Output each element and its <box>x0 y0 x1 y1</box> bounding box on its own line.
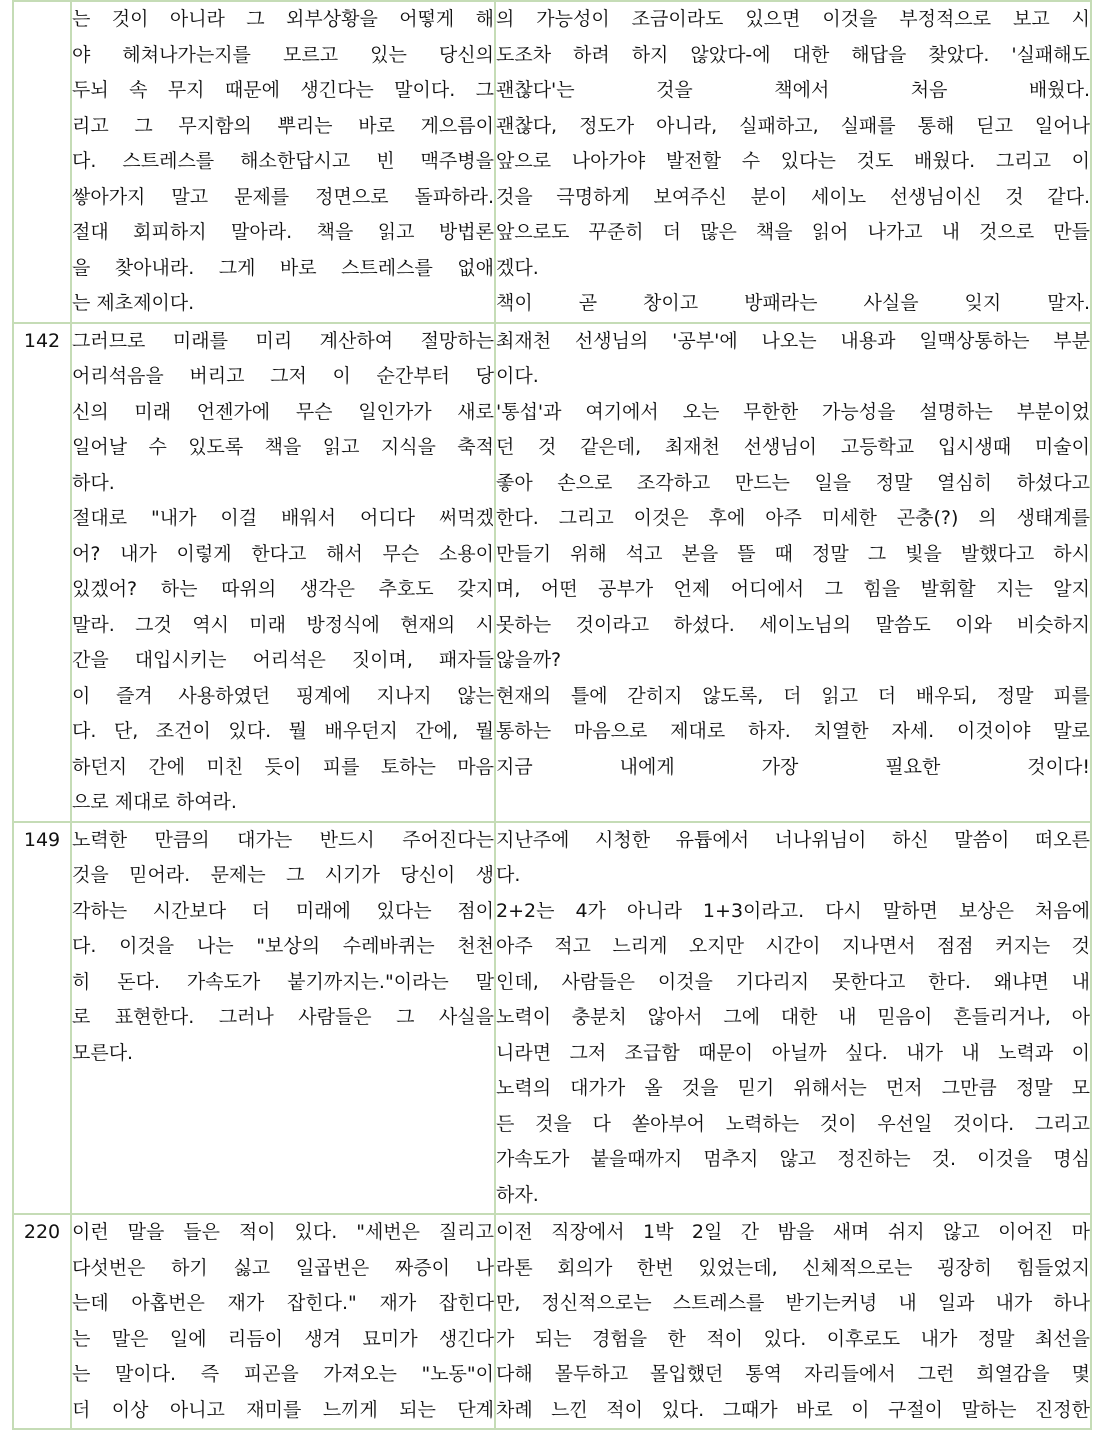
quote-line: 것을 믿어라. 문제는 그 시기가 당신이 생 <box>72 864 494 886</box>
reflection-line: '통섭'과 여기에서 오는 무한한 가능성을 설명하는 부분이었 <box>496 400 1090 423</box>
reflection-cell <box>495 1 1091 323</box>
reflection-cell <box>495 323 1091 822</box>
reflection-line: 든 것을 다 쏟아부어 노력하는 것이 우선일 것이다. 그리고 <box>496 1112 1090 1135</box>
quote-line: 하다. <box>72 471 115 494</box>
reflection-line: 것을 극명하게 보여주신 분이 세이노 선생님이신 것 같다. <box>496 185 1090 208</box>
quote-cell <box>71 1 495 323</box>
reflection-line: 앞으로 나아가야 발전할 수 있다는 것도 배웠다. 그리고 이 <box>496 150 1090 172</box>
reflection-line: 도조차 하려 하지 않았다-에 대한 해답을 찾았다. '실패해도 <box>496 43 1090 66</box>
quote-line: 이 즐겨 사용하였던 핑계에 지나지 않는 <box>72 684 494 707</box>
quote-line: 리고 그 무지함의 뿌리는 바로 게으름이 <box>72 114 494 137</box>
reflection-line: 괜찮다'는 것을 책에서 처음 배웠다. <box>496 79 1090 101</box>
reflection-line: 2+2는 4가 아니라 1+3이라고. 다시 말하면 보상은 처음에 <box>496 899 1090 922</box>
quote-line: 으로 제대로 하여라. <box>72 791 237 813</box>
quote-line: 이런 말을 들은 적이 있다. "세번은 질리고 <box>72 1221 494 1243</box>
reflection-line: 않을까? <box>496 649 562 671</box>
quote-line: 야 헤쳐나가는지를 모르고 있는 당신의 <box>72 43 494 66</box>
reflection-line: 만, 정신적으로는 스트레스를 받기는커녕 내 일과 내가 하나 <box>496 1292 1090 1314</box>
quote-line: 말라. 그것 역시 미래 방정식에 현재의 시 <box>72 613 494 636</box>
reflection-line: 지난주에 시청한 유튭에서 너나위님이 하신 말씀이 떠오른 <box>496 828 1090 851</box>
quote-line: 는데 아홉번은 재가 잡힌다." 재가 잡힌다 <box>72 1292 494 1314</box>
quote-cell <box>71 323 495 822</box>
table-row <box>13 1214 1091 1429</box>
table-row <box>13 1 1091 323</box>
reflection-line: 통하는 마음으로 제대로 하자. 치열한 자세. 이것이야 말로 <box>496 720 1090 742</box>
reflection-line: 가 되는 경험을 한 적이 있다. 이후로도 내가 정말 최선을 <box>496 1327 1090 1350</box>
reflection-line: 앞으로도 꾸준히 더 많은 책을 읽어 나가고 내 것으로 만들 <box>496 221 1090 243</box>
quote-line: 모른다. <box>72 1041 134 1064</box>
reflection-line: 노력이 충분치 않아서 그에 대한 내 믿음이 흔들리거나, 아 <box>496 1006 1090 1028</box>
book-notes-table <box>12 0 1092 1430</box>
quote-line: 간을 대입시키는 어리석은 짓이며, 패자들 <box>72 649 494 671</box>
quote-cell <box>71 822 495 1215</box>
quote-line: 어? 내가 이렇게 한다고 해서 무슨 소용이 <box>72 542 494 565</box>
table-row <box>13 323 1091 822</box>
reflection-line: 라톤 회의가 한번 있었는데, 신체적으로는 굉장히 힘들었지 <box>496 1256 1090 1279</box>
page-number-cell: 220 <box>13 1214 71 1429</box>
quote-line: 하던지 간에 미친 듯이 피를 토하는 마음 <box>72 755 494 778</box>
quote-line: 는 말이다. 즉 피곤을 가져오는 "노동"이 <box>72 1363 494 1385</box>
reflection-line: 좋아 손으로 조각하고 만드는 일을 정말 열심히 하셨다고 <box>496 471 1090 494</box>
table-row <box>13 822 1091 1215</box>
reflection-line: 다해 몰두하고 몰입했던 통역 자리들에서 그런 희열감을 몇 <box>496 1363 1090 1385</box>
reflection-line: 아주 적고 느리게 오지만 시간이 지나면서 점점 커지는 것 <box>496 935 1090 957</box>
reflection-line: 겠다. <box>496 256 539 279</box>
quote-line: 어리석음을 버리고 그저 이 순간부터 당 <box>72 365 494 387</box>
quote-line: 다섯번은 하기 싫고 일곱번은 짜증이 나 <box>72 1256 494 1279</box>
page-number-cell: 149 <box>13 822 71 1215</box>
reflection-line: 이전 직장에서 1박 2일 간 밤을 새며 쉬지 않고 이어진 마 <box>496 1221 1090 1243</box>
reflection-line: 다. <box>496 864 521 886</box>
quote-line: 다. 이것을 나는 "보상의 수레바퀴는 천천 <box>72 935 494 957</box>
table-body <box>13 1 1091 1429</box>
reflection-line: 인데, 사람들은 이것을 기다리지 못한다고 한다. 왜냐면 내 <box>496 970 1090 993</box>
reflection-line: 하자. <box>496 1183 539 1206</box>
reflection-line: 현재의 틀에 갇히지 않도록, 더 읽고 더 배우되, 정말 피를 <box>496 684 1090 707</box>
quote-line: 는 것이 아니라 그 외부상황을 어떻게 해 <box>72 8 494 30</box>
quote-line: 각하는 시간보다 더 미래에 있다는 점이 <box>72 899 494 922</box>
page-number-cell: 142 <box>13 323 71 822</box>
quote-line: 다. 단, 조건이 있다. 뭘 배우던지 간에, 뭘 <box>72 720 494 742</box>
quote-line: 는 제초제이다. <box>72 292 195 314</box>
quote-line: 절대 회피하지 말아라. 책을 읽고 방법론 <box>72 221 494 243</box>
reflection-line: 지금 내에게 가장 필요한 것이다! <box>496 755 1090 778</box>
reflection-line: 못하는 것이라고 하셨다. 세이노님의 말씀도 이와 비슷하지 <box>496 613 1090 636</box>
reflection-cell <box>495 1214 1091 1429</box>
page-number-cell <box>13 1 71 323</box>
reflection-line: 차례 느낀 적이 있다. 그때가 바로 이 구절이 말하는 진정한 <box>496 1398 1090 1421</box>
quote-line: 더 이상 아니고 재미를 느끼게 되는 단계 <box>72 1398 494 1421</box>
reflection-line: 니라면 그저 조급함 때문이 아닐까 싶다. 내가 내 노력과 이 <box>496 1041 1090 1064</box>
quote-line: 신의 미래 언젠가에 무슨 일인가가 새로 <box>72 400 494 423</box>
reflection-line: 괜찮다, 정도가 아니라, 실패하고, 실패를 통해 딛고 일어나 <box>496 114 1090 137</box>
quote-line: 쌓아가지 말고 문제를 정면으로 돌파하라. <box>72 185 494 208</box>
quote-line: 히 돈다. 가속도가 붙기까지는."이라는 말 <box>72 970 494 993</box>
quote-line: 로 표현한다. 그러나 사람들은 그 사실을 <box>72 1006 494 1028</box>
quote-line: 있겠어? 하는 따위의 생각은 추호도 갖지 <box>72 578 494 600</box>
reflection-line: 노력의 대가가 올 것을 믿기 위해서는 먼저 그만큼 정말 모 <box>496 1077 1090 1099</box>
quote-line: 노력한 만큼의 대가는 반드시 주어진다는 <box>72 828 494 851</box>
reflection-line: 며, 어떤 공부가 언제 어디에서 그 힘을 발휘할 지는 알지 <box>496 578 1090 600</box>
reflection-line: 최재천 선생님의 '공부'에 나오는 내용과 일맥상통하는 부분 <box>496 329 1090 352</box>
reflection-line: 이다. <box>496 365 539 387</box>
quote-line: 다. 스트레스를 해소한답시고 빈 맥주병을 <box>72 150 494 172</box>
quote-line: 일어날 수 있도록 책을 읽고 지식을 축적 <box>72 436 494 458</box>
reflection-line: 만들기 위해 석고 본을 뜰 때 정말 그 빛을 발했다고 하시 <box>496 542 1090 565</box>
quote-cell <box>71 1214 495 1429</box>
reflection-line: 던 것 같은데, 최재천 선생님이 고등학교 입시생때 미술이 <box>496 436 1090 458</box>
quote-line: 두뇌 속 무지 때문에 생긴다는 말이다. 그 <box>72 79 494 101</box>
quote-line: 그러므로 미래를 미리 계산하여 절망하는 <box>72 329 494 352</box>
quote-line: 을 찾아내라. 그게 바로 스트레스를 없애 <box>72 256 494 279</box>
reflection-line: 책이 곧 창이고 방패라는 사실을 잊지 말자. <box>496 292 1090 314</box>
quote-line: 는 말은 일에 리듬이 생겨 묘미가 생긴다 <box>72 1327 494 1350</box>
reflection-line: 한다. 그리고 이것은 후에 아주 미세한 곤충(?) 의 생태계를 <box>496 507 1090 529</box>
reflection-cell <box>495 822 1091 1215</box>
reflection-line: 가속도가 붙을때까지 멈추지 않고 정진하는 것. 이것을 명심 <box>496 1148 1090 1170</box>
quote-line: 절대로 "내가 이걸 배워서 어디다 써먹겠 <box>72 507 494 529</box>
reflection-line: 의 가능성이 조금이라도 있으면 이것을 부정적으로 보고 시 <box>496 8 1090 30</box>
